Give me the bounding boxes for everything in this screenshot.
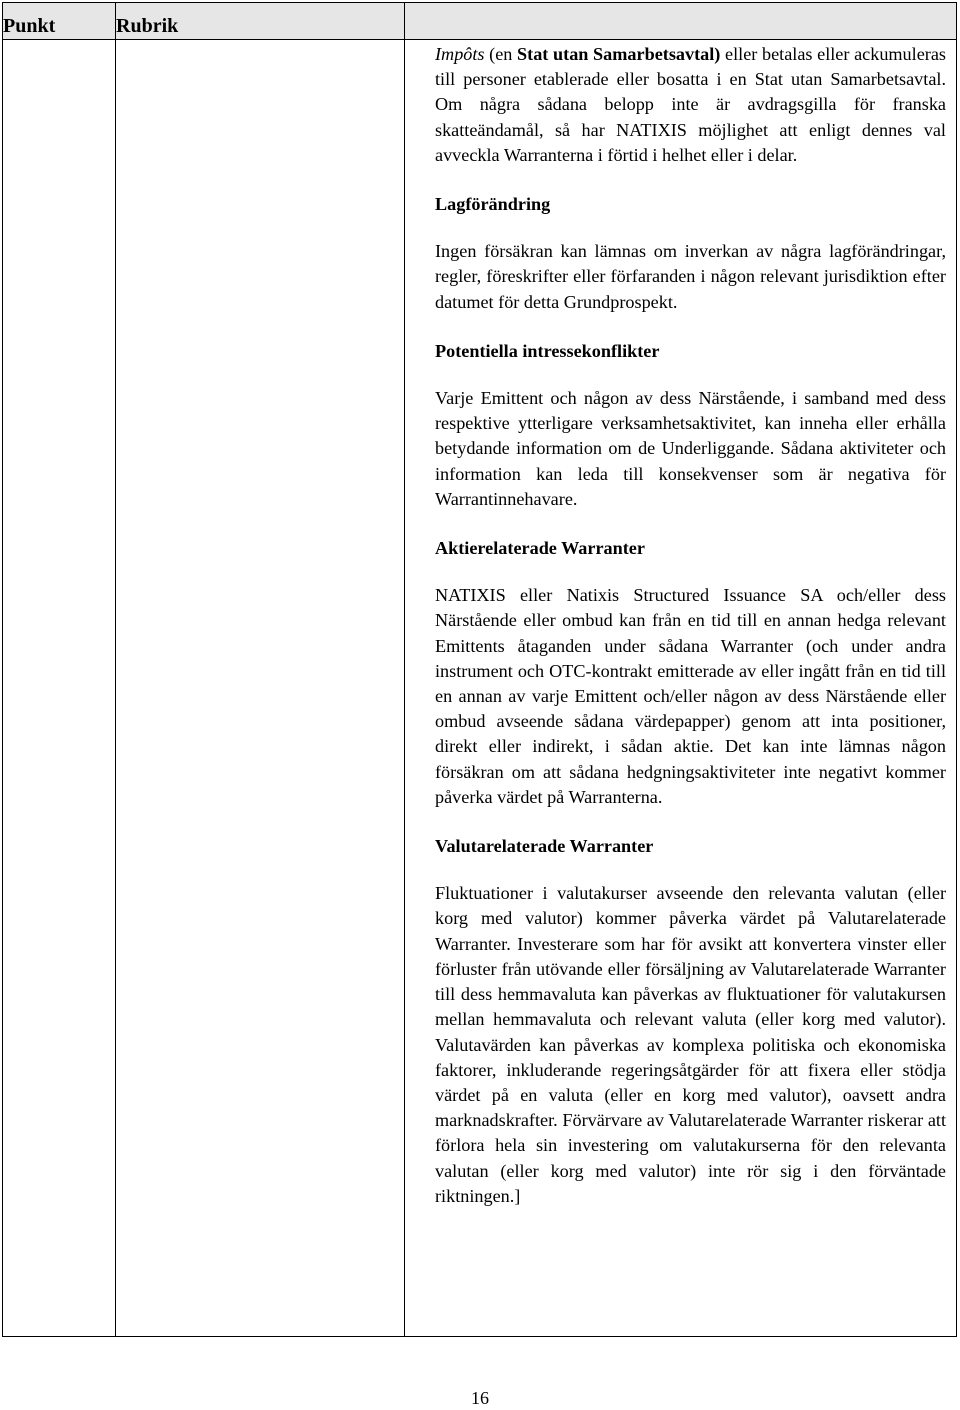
heading-lagforandring: Lagförändring [435, 194, 551, 215]
paragraph-aktierelaterade: NATIXIS eller Natixis Structured Issuance SA och/eller dess Närstående eller ombud kan från en tid till en annan hedga relevant Emittents åtaganden under sådana Warranter (och under andra instrument och OTC-kontrakt emitterade av eller ingått från en tid till en annan av varje Emittent och/eller någon av dess Närstående eller ombud avseende sådana värdepapper) genom att inta positioner, direkt eller indirekt, i sådan aktie. Det kan inte lämnas någon försäkran om att sådana hedgningsaktiviteter inte negativt kommer påverka värdet på Warranterna. [435, 585, 946, 807]
column-header-content [405, 3, 957, 40]
document-table [2, 2, 957, 1337]
table-body-row [3, 40, 957, 1337]
paragraph-intressekonflikter: Varje Emittent och någon av dess Närstående, i samband med dess respektive ytterligare verksamhetsaktivitet, kan inneha eller erhålla betydande information om de Underliggande. Sådana aktiviteter och information kan leda till konsekvenser som är negativa för Warrantinnehavare. [435, 388, 946, 509]
page-number: 16 [471, 1388, 489, 1408]
paragraph-impots: Impôts (en Stat utan Samarbetsavtal) eller betalas eller ackumuleras till personer etablerade eller bosatta i en Stat utan Samarbetsavtal. Om några sådana belopp inte är avdragsgilla för franska skatteändamål, så har NATIXIS möjlighet att enligt dennes val avveckla Warranterna i förtid i helhet eller i delar. [435, 44, 946, 165]
paragraph-lagforandring: Ingen försäkran kan lämnas om inverkan av några lagförändringar, regler, föreskrifter eller förfaranden i någon relevant jurisdiktion efter datumet för detta Grundprospekt. [435, 241, 946, 312]
table-header-row [3, 3, 957, 40]
column-header-rubrik: Rubrik [116, 3, 405, 40]
rubrik-cell [116, 40, 405, 1337]
content-cell [405, 40, 957, 1337]
paragraph-valutarelaterade: Fluktuationer i valutakurser avseende den relevanta valutan (eller korg med valutor) kommer påverka värdet på Valutarelaterade Warranter. Investerare som har för avsikt att konvertera vinster eller förluster från utövande eller försäljning av Valutarelaterade Warranter till dess hemmavaluta kan påverkas av fluktuationer för valutakursen mellan hemmavaluta och relevant valuta (eller korg med valutor). Valutavärden kan påverkas av komplexa politiska och ekonomiska faktorer, inkluderande regeringsåtgärder för att fixera eller stödja värdet på en valuta (eller en korg med valutor), oavsett andra marknadskrafter. Förvärvare av Valutarelaterade Warranter riskerar att förlora hela sin investering om valutakurserna för den relevanta valutan (eller korg med valutor) inte rör sig i den förväntade riktningen.] [435, 883, 946, 1206]
heading-aktierelaterade: Aktierelaterade Warranter [435, 538, 645, 559]
heading-valutarelaterade: Valutarelaterade Warranter [435, 836, 654, 857]
punkt-cell [3, 40, 116, 1337]
column-header-punkt: Punkt [3, 3, 116, 40]
heading-intressekonflikter: Potentiella intressekonflikter [435, 340, 660, 361]
